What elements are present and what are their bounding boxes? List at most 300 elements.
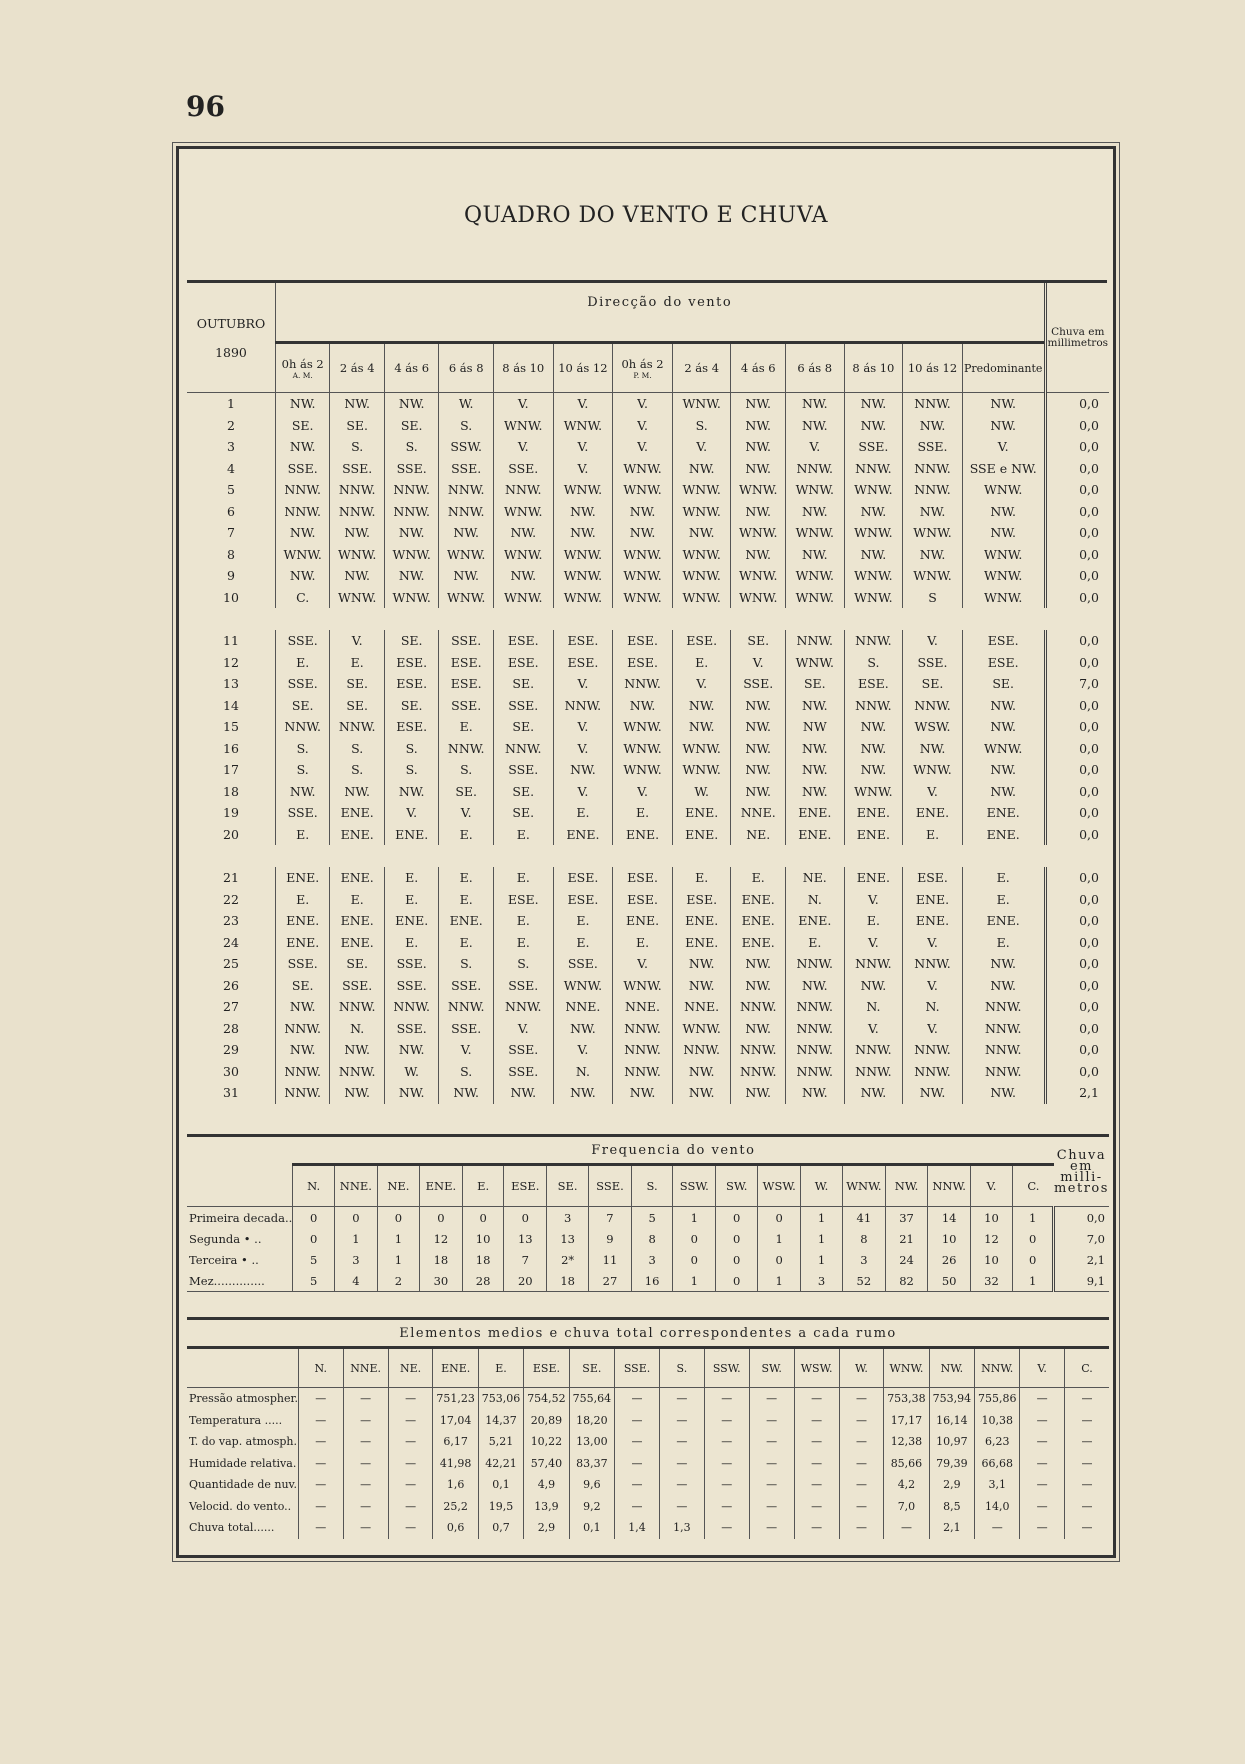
direction-cell: ENE. [613, 910, 673, 932]
frequency-cell: 10 [462, 1228, 504, 1249]
frequency-cell: 26 [928, 1249, 971, 1270]
direction-cell: S. [439, 759, 494, 781]
direction-cell: NW. [731, 1018, 786, 1040]
frequency-cell: 11 [589, 1249, 632, 1270]
element-cell: 13,9 [524, 1496, 569, 1518]
element-cell: — [343, 1496, 388, 1518]
direction-cell: WNW. [785, 522, 844, 544]
element-cell: 6,23 [975, 1431, 1020, 1453]
direction-cell: NNW. [439, 479, 494, 501]
table-row [187, 544, 1109, 566]
rain-cell: 0,0 [1045, 802, 1109, 824]
rain-cell: 0,0 [1045, 824, 1109, 846]
direction-cell: SSE. [439, 1018, 494, 1040]
column-label: 2 ás 4 [339, 361, 375, 375]
direction-cell: V. [613, 436, 673, 458]
day-cell: 18 [223, 783, 239, 799]
rain-cell: 0,0 [1045, 781, 1109, 803]
element-cell: — [299, 1431, 344, 1453]
direction-cell: V. [903, 932, 963, 954]
direction-cell: NW. [731, 759, 786, 781]
direction-header: WSW. [758, 1165, 801, 1207]
frequency-cell: 8 [842, 1228, 885, 1249]
direction-cell: WNW. [553, 415, 613, 437]
element-cell: — [1064, 1517, 1109, 1539]
column-header [384, 343, 439, 393]
element-cell: — [299, 1453, 344, 1475]
row-label: T. do vap. atmosph. [189, 1435, 297, 1449]
direction-cell: NNW. [275, 479, 330, 501]
element-cell: — [388, 1517, 433, 1539]
direction-cell: ESE. [553, 889, 613, 911]
element-cell: 57,40 [524, 1453, 569, 1475]
table-row [187, 1388, 1109, 1410]
column-sublabel: A. M. [292, 370, 313, 380]
direction-cell: SSE. [493, 1061, 553, 1083]
direction-cell: V. [439, 1039, 494, 1061]
row-label: Mez.............. [189, 1273, 265, 1288]
direction-cell: NW. [731, 695, 786, 717]
direction-cell: NW. [672, 1061, 731, 1083]
direction-cell: ENE. [384, 910, 439, 932]
direction-cell: NNW. [330, 1061, 385, 1083]
direction-cell: N. [903, 996, 963, 1018]
table-row [187, 824, 1109, 846]
direction-cell: NW. [785, 781, 844, 803]
direction-cell: NNW. [844, 1061, 903, 1083]
column-header [785, 343, 844, 393]
direction-cell: NW. [731, 458, 786, 480]
element-cell: 1,3 [660, 1517, 705, 1539]
direction-cell: NW. [384, 781, 439, 803]
direction-cell: S. [439, 1061, 494, 1083]
frequency-cell: 5 [293, 1270, 335, 1292]
direction-cell: NNW. [613, 1018, 673, 1040]
direction-cell: NW. [672, 695, 731, 717]
row-label: Terceira • .. [189, 1252, 259, 1267]
element-cell: — [1020, 1453, 1064, 1475]
direction-cell: E. [275, 824, 330, 846]
direction-cell: ENE. [330, 910, 385, 932]
direction-cell: V. [844, 889, 903, 911]
day-cell: 5 [226, 482, 235, 498]
rain-cell: 0,0 [1045, 630, 1109, 652]
element-cell: — [388, 1388, 433, 1410]
element-cell: — [660, 1388, 705, 1410]
direction-cell: NNW. [613, 673, 673, 695]
element-cell: 20,89 [524, 1410, 569, 1432]
element-cell: 755,64 [569, 1388, 614, 1410]
direction-cell: NW. [275, 1039, 330, 1061]
direction-header: NE. [377, 1165, 419, 1207]
direction-header: ESE. [504, 1165, 547, 1207]
day-cell: 2 [226, 417, 235, 433]
direction-cell: NW. [844, 975, 903, 997]
direction-cell: NNW. [275, 716, 330, 738]
direction-cell: NNW. [844, 695, 903, 717]
direction-cell: SSE. [439, 695, 494, 717]
direction-cell: NNW. [903, 695, 963, 717]
row-label: Quantidade de nuv. [189, 1478, 297, 1492]
direction-cell: E. [553, 932, 613, 954]
direction-cell: ENE. [672, 824, 731, 846]
direction-cell: SE. [384, 630, 439, 652]
direction-cell: SSE. [384, 1018, 439, 1040]
direction-cell: NW. [613, 522, 673, 544]
day-cell: 11 [223, 633, 239, 649]
direction-cell: ESE. [672, 630, 731, 652]
direction-cell: SE. [903, 673, 963, 695]
direction-header: NW. [885, 1165, 927, 1207]
direction-cell: SE. [330, 953, 385, 975]
predominant-cell: NW. [962, 716, 1045, 738]
direction-cell: NNW. [384, 996, 439, 1018]
direction-header: SW. [716, 1165, 758, 1207]
direction-cell: WNW. [844, 479, 903, 501]
direction-cell: WNW. [330, 544, 385, 566]
direction-cell: SSE. [439, 630, 494, 652]
direction-cell: NNW. [330, 996, 385, 1018]
month-header [187, 283, 275, 393]
direction-header: SSE. [615, 1348, 660, 1388]
frequency-cell: 82 [885, 1270, 927, 1292]
direction-cell: WNW. [672, 479, 731, 501]
element-cell: 66,68 [975, 1453, 1020, 1475]
day-cell: 27 [223, 999, 239, 1015]
direction-cell: SE. [330, 695, 385, 717]
direction-cell: V. [903, 975, 963, 997]
direction-cell: NW. [844, 544, 903, 566]
direction-cell: NW. [903, 501, 963, 523]
predominant-cell: NW. [962, 415, 1045, 437]
direction-cell: ENE. [275, 932, 330, 954]
direction-cell: WNW. [785, 565, 844, 587]
direction-cell: S. [275, 738, 330, 760]
day-cell: 14 [223, 697, 239, 713]
element-cell: — [1064, 1453, 1109, 1475]
element-cell: 1,4 [615, 1517, 660, 1539]
direction-cell: NW. [330, 781, 385, 803]
direction-cell: SSW. [439, 436, 494, 458]
frequency-cell: 30 [420, 1270, 463, 1292]
direction-cell: NNE. [672, 996, 731, 1018]
table-row [187, 1431, 1109, 1453]
predominant-cell: SSE e NW. [962, 458, 1045, 480]
direction-cell: ESE. [613, 889, 673, 911]
elements-caption: Elementos medios e chuva total correspondentes a cada rumo [187, 1319, 1109, 1348]
frequency-cell: 52 [842, 1270, 885, 1292]
direction-cell: ESE. [384, 673, 439, 695]
table-row [187, 1228, 1109, 1249]
day-cell: 8 [226, 546, 235, 562]
direction-cell: SSE. [903, 652, 963, 674]
direction-cell: NNE. [613, 996, 673, 1018]
element-cell: — [704, 1431, 749, 1453]
direction-cell: WNW. [613, 738, 673, 760]
frequency-cell: 12 [971, 1228, 1013, 1249]
direction-cell: SE. [330, 673, 385, 695]
direction-cell: NNW. [330, 716, 385, 738]
table-row [187, 1453, 1109, 1475]
element-cell: — [839, 1410, 884, 1432]
direction-cell: ENE. [330, 932, 385, 954]
day-cell: 4 [226, 460, 235, 476]
frequency-cell: 50 [928, 1270, 971, 1292]
predominant-cell: NW. [962, 1082, 1045, 1104]
direction-cell: WNW. [613, 479, 673, 501]
element-cell: — [794, 1496, 839, 1518]
element-cell: — [839, 1517, 884, 1539]
direction-cell: NW. [553, 501, 613, 523]
direction-cell: WNW. [672, 544, 731, 566]
frequency-cell: 0 [1012, 1228, 1054, 1249]
column-header [962, 343, 1045, 393]
element-cell: — [749, 1496, 794, 1518]
element-cell: — [704, 1410, 749, 1432]
direction-cell: SE. [275, 975, 330, 997]
direction-cell: ENE. [903, 910, 963, 932]
direction-cell: ENE. [903, 889, 963, 911]
direction-cell: NNW. [903, 458, 963, 480]
frequency-cell: 14 [928, 1207, 971, 1229]
element-cell: — [794, 1474, 839, 1496]
element-cell: 13,00 [569, 1431, 614, 1453]
element-cell: — [660, 1431, 705, 1453]
direction-cell: NNW. [384, 501, 439, 523]
direction-cell: NW. [785, 544, 844, 566]
direction-header: WSW. [794, 1348, 839, 1388]
day-cell: 17 [223, 762, 239, 778]
direction-cell: V. [553, 738, 613, 760]
element-cell: 10,38 [975, 1410, 1020, 1432]
frequency-cell: 0 [673, 1249, 716, 1270]
element-cell: — [1020, 1431, 1064, 1453]
frequency-cell: 28 [462, 1270, 504, 1292]
table-row [187, 759, 1109, 781]
direction-cell: NNW. [785, 1039, 844, 1061]
direction-header: C. [1064, 1348, 1109, 1388]
predominant-cell: V. [962, 436, 1045, 458]
table-row [187, 458, 1109, 480]
direction-cell: E. [275, 889, 330, 911]
direction-cell: N. [785, 889, 844, 911]
predominant-cell: NW. [962, 759, 1045, 781]
direction-header: NNE. [334, 1165, 377, 1207]
direction-header: W. [839, 1348, 884, 1388]
direction-cell: NW. [613, 1082, 673, 1104]
predominant-cell: NW. [962, 781, 1045, 803]
direction-cell: WNW. [439, 544, 494, 566]
direction-cell: S. [439, 953, 494, 975]
element-cell: — [1064, 1388, 1109, 1410]
rain-cell: 0,0 [1045, 996, 1109, 1018]
direction-cell: WNW. [731, 565, 786, 587]
rain-cell: 0,0 [1045, 436, 1109, 458]
direction-cell: ENE. [731, 889, 786, 911]
element-cell: — [839, 1453, 884, 1475]
direction-header: ESE. [524, 1348, 569, 1388]
day-cell: 26 [223, 977, 239, 993]
element-cell: — [615, 1496, 660, 1518]
direction-cell: WNW. [613, 716, 673, 738]
direction-cell: SE. [785, 673, 844, 695]
element-cell: 2,9 [524, 1517, 569, 1539]
direction-cell: V. [672, 673, 731, 695]
element-cell: — [660, 1453, 705, 1475]
direction-cell: E. [553, 910, 613, 932]
direction-cell: ENE. [384, 824, 439, 846]
frequency-cell: 3 [631, 1249, 673, 1270]
direction-cell: NNW. [903, 953, 963, 975]
frequency-cell: 1 [758, 1228, 801, 1249]
direction-cell: WNW. [672, 393, 731, 415]
column-label: 4 ás 6 [740, 361, 776, 375]
rain-cell: 0,0 [1045, 544, 1109, 566]
direction-cell: V. [553, 458, 613, 480]
day-cell: 7 [226, 525, 235, 541]
direction-cell: V. [731, 652, 786, 674]
element-cell: — [343, 1474, 388, 1496]
element-cell: 0,7 [478, 1517, 523, 1539]
element-cell: 753,06 [478, 1388, 523, 1410]
frequency-cell: 20 [504, 1270, 547, 1292]
predominant-cell: SE. [962, 673, 1045, 695]
predominant-cell: WNW. [962, 738, 1045, 760]
table-row [187, 1496, 1109, 1518]
direction-header: SSW. [704, 1348, 749, 1388]
direction-cell: V. [330, 630, 385, 652]
table-row [187, 479, 1109, 501]
table-row [187, 1517, 1109, 1539]
direction-cell: NW. [731, 393, 786, 415]
element-cell: — [1020, 1474, 1064, 1496]
day-cell: 28 [223, 1020, 239, 1036]
direction-cell: ENE. [844, 824, 903, 846]
day-cell: 16 [223, 740, 239, 756]
frequency-cell: 1 [334, 1228, 377, 1249]
element-cell: — [1020, 1388, 1064, 1410]
direction-cell: NW. [384, 1082, 439, 1104]
element-cell: — [704, 1453, 749, 1475]
mean-elements-table [187, 1317, 1109, 1539]
direction-cell: NNW. [844, 630, 903, 652]
direction-header: NNW. [975, 1348, 1020, 1388]
frequency-caption: Frequencia do vento [293, 1136, 1054, 1165]
element-cell: 5,21 [478, 1431, 523, 1453]
direction-cell: NNW. [330, 479, 385, 501]
direction-cell: WNW. [672, 587, 731, 609]
direction-cell: WNW. [844, 565, 903, 587]
direction-header: SE. [569, 1348, 614, 1388]
element-cell: — [343, 1410, 388, 1432]
direction-cell: SSE. [384, 458, 439, 480]
wind-frequency-table [187, 1134, 1109, 1292]
direction-cell: NW. [384, 393, 439, 415]
column-label: 6 ás 8 [448, 361, 484, 375]
element-cell: — [704, 1474, 749, 1496]
predominant-cell: ENE. [962, 802, 1045, 824]
table-row [187, 501, 1109, 523]
column-sublabel: P. M. [633, 370, 652, 380]
element-cell: — [884, 1517, 929, 1539]
direction-cell: NNW. [844, 458, 903, 480]
direction-cell: SE. [493, 716, 553, 738]
rain-cell: 0,0 [1045, 975, 1109, 997]
direction-cell: ENE. [439, 910, 494, 932]
direction-cell: NW. [330, 393, 385, 415]
frequency-cell: 12 [420, 1228, 463, 1249]
direction-cell: WNW. [493, 415, 553, 437]
direction-cell: ENE. [731, 932, 786, 954]
direction-cell: WNW. [493, 544, 553, 566]
direction-cell: NNW. [493, 738, 553, 760]
element-cell: 6,17 [433, 1431, 478, 1453]
direction-cell: ESE. [493, 630, 553, 652]
direction-cell: ENE. [275, 867, 330, 889]
direction-cell: NW. [275, 781, 330, 803]
direction-cell: WNW. [553, 544, 613, 566]
direction-cell: WNW. [613, 587, 673, 609]
direction-cell: NW. [785, 695, 844, 717]
direction-cell: NW [785, 716, 844, 738]
direction-header: WNW. [884, 1348, 929, 1388]
element-cell: — [343, 1388, 388, 1410]
rain-cell: 9,1 [1054, 1270, 1109, 1292]
direction-cell: NW. [785, 975, 844, 997]
element-cell: — [794, 1517, 839, 1539]
direction-cell: ESE. [493, 652, 553, 674]
table-row [187, 1249, 1109, 1270]
table-row [187, 565, 1109, 587]
page-number: 96 [186, 90, 225, 123]
frequency-cell: 0 [504, 1207, 547, 1229]
element-cell: — [794, 1410, 839, 1432]
element-cell: 7,0 [884, 1496, 929, 1518]
direction-cell: ENE. [330, 867, 385, 889]
direction-cell: NW. [731, 738, 786, 760]
rain-cell: 7,0 [1054, 1228, 1109, 1249]
rain-cell: 0,0 [1054, 1207, 1109, 1229]
column-header [672, 343, 731, 393]
direction-cell: NW. [731, 436, 786, 458]
element-cell: 2,1 [929, 1517, 974, 1539]
direction-cell: WNW. [613, 975, 673, 997]
day-cell: 9 [226, 568, 235, 584]
direction-cell: WNW. [903, 522, 963, 544]
day-cell: 10 [223, 589, 239, 605]
frequency-cell: 1 [673, 1270, 716, 1292]
direction-cell: NE. [731, 824, 786, 846]
direction-cell: WNW. [553, 975, 613, 997]
direction-cell: NW. [672, 1082, 731, 1104]
direction-cell: SE. [439, 781, 494, 803]
frequency-cell: 7 [504, 1249, 547, 1270]
direction-header: C. [1012, 1165, 1054, 1207]
direction-cell: NE. [785, 867, 844, 889]
element-cell: 3,1 [975, 1474, 1020, 1496]
direction-cell: E. [493, 867, 553, 889]
direction-cell: WNW. [493, 587, 553, 609]
rain-cell: 0,0 [1045, 738, 1109, 760]
table-row [187, 867, 1109, 889]
rain-cell: 0,0 [1045, 759, 1109, 781]
direction-cell: ESE. [384, 716, 439, 738]
direction-cell: S. [493, 953, 553, 975]
direction-cell: ENE. [844, 802, 903, 824]
day-cell: 30 [223, 1063, 239, 1079]
direction-cell: SE. [275, 695, 330, 717]
table-row [187, 781, 1109, 803]
